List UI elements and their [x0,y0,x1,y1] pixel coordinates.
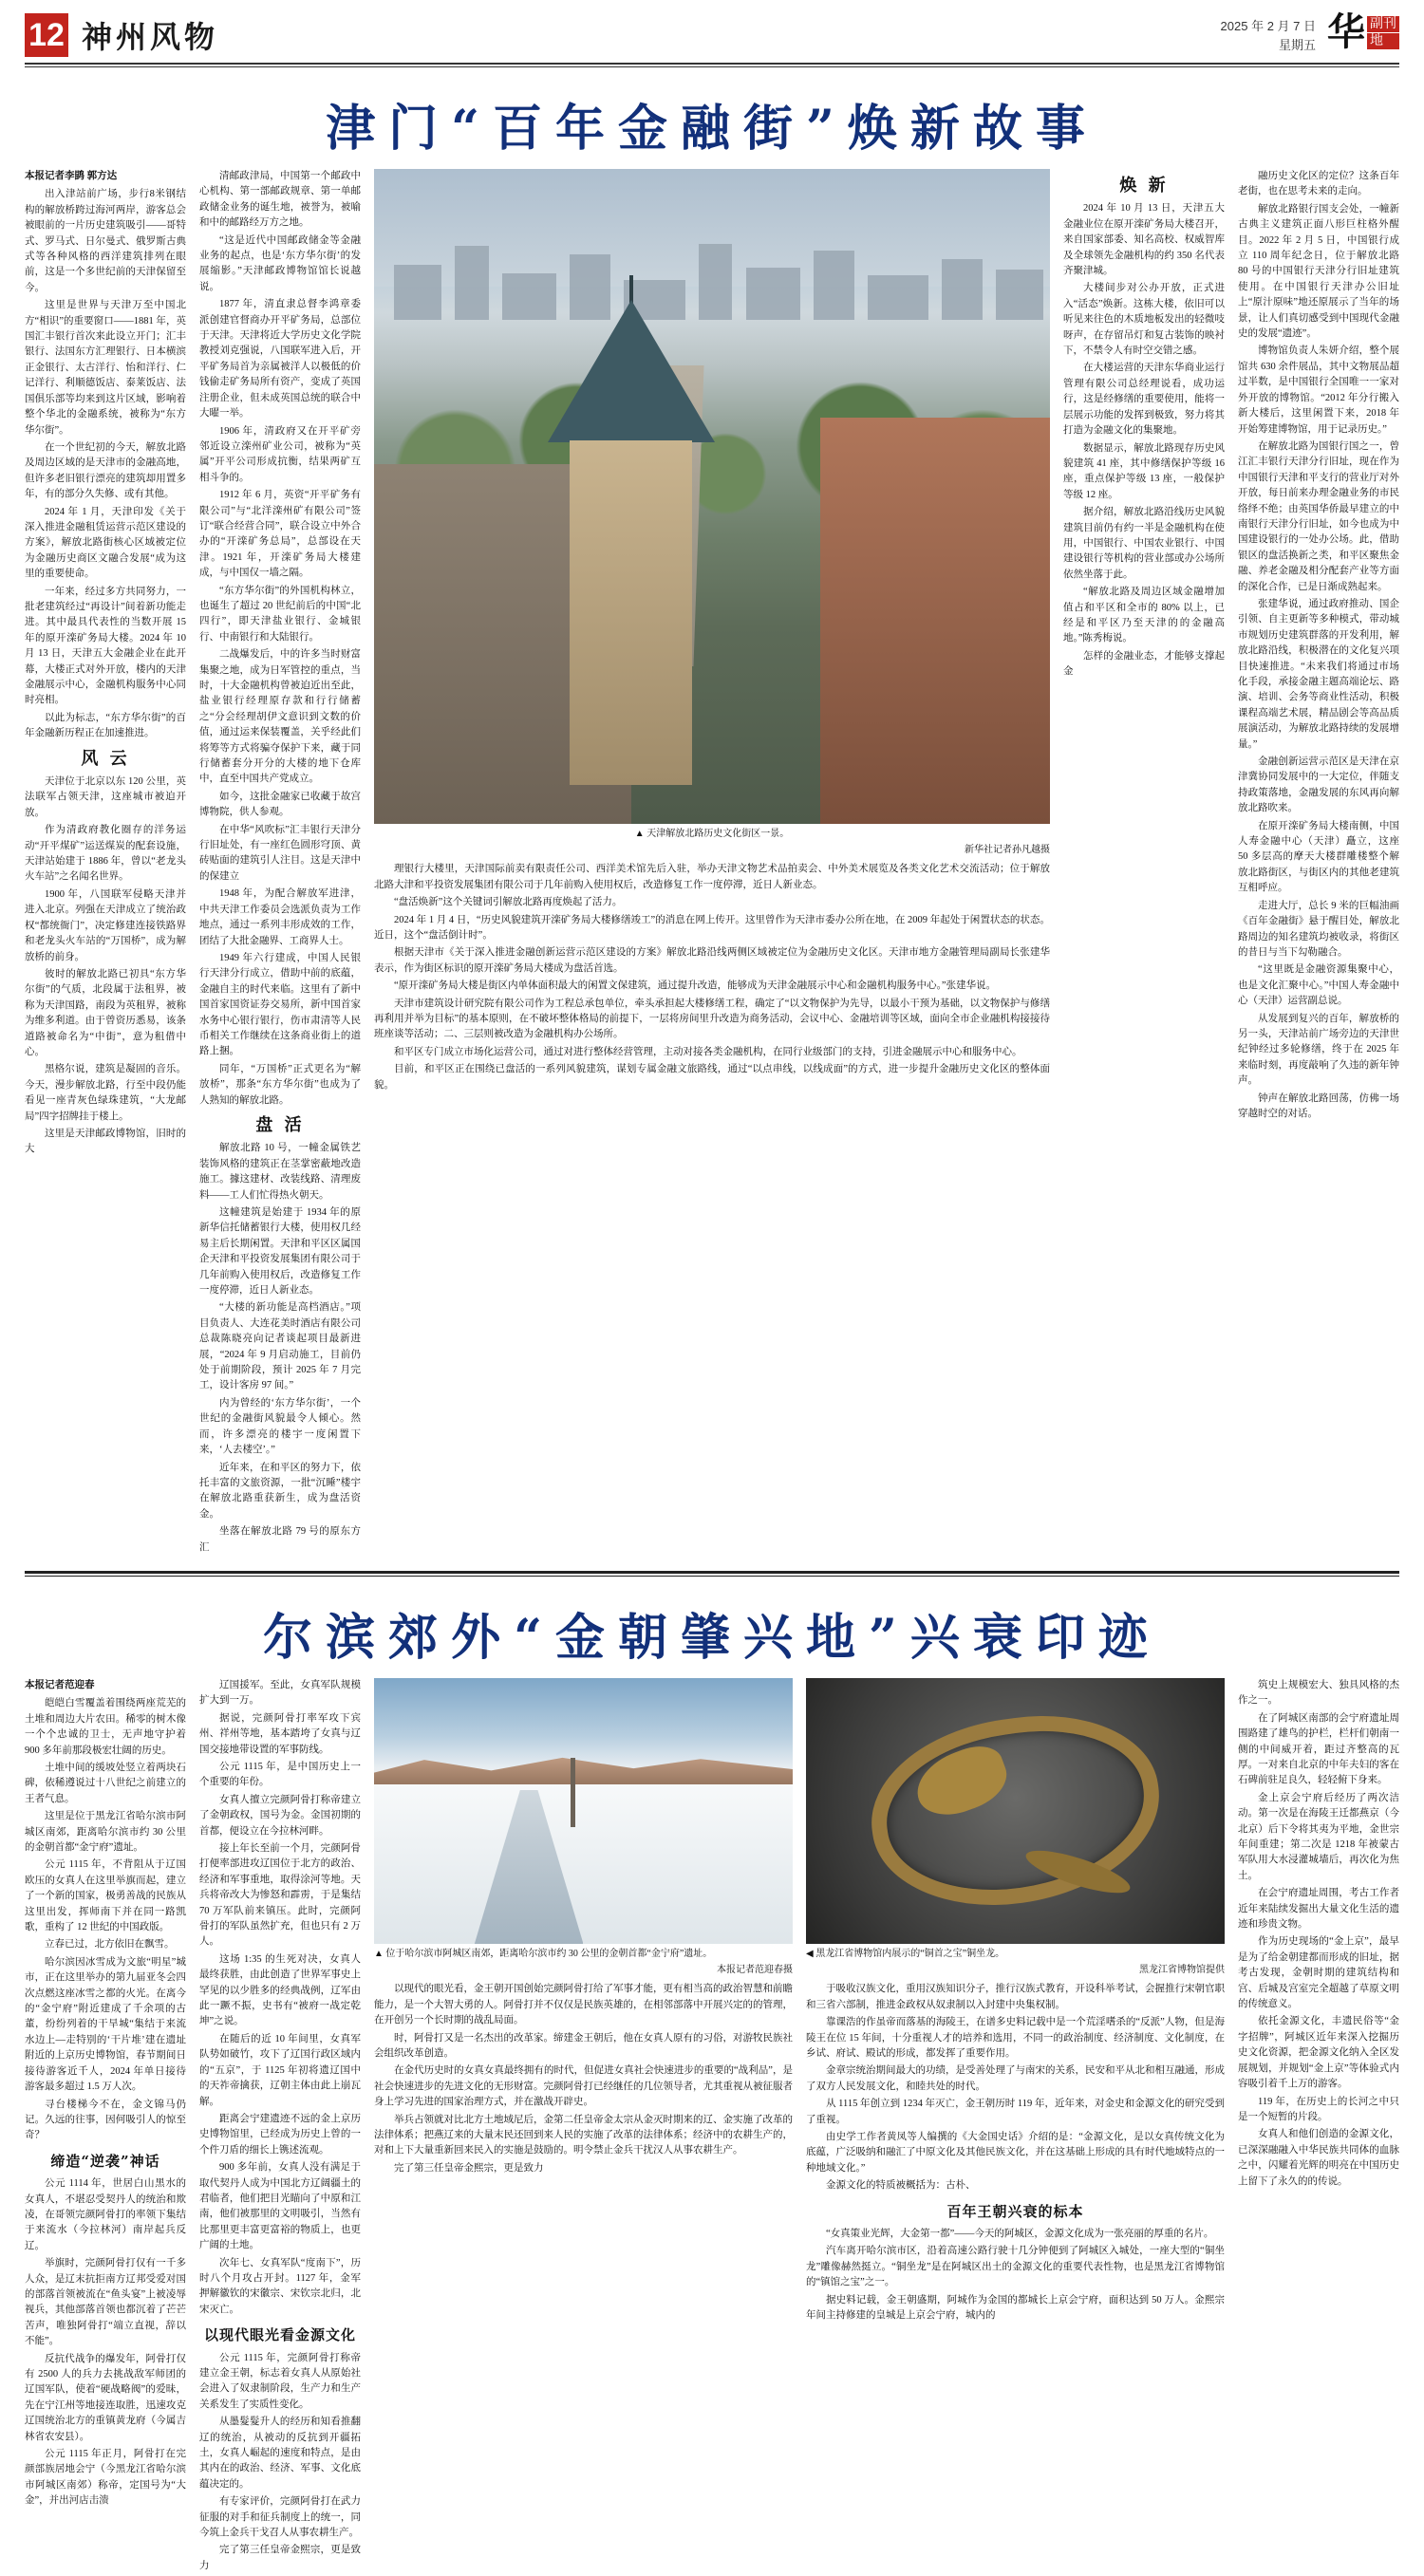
paragraph: 公元 1115 年正月，阿骨打在完颜部族居地会宁（今黑龙江省哈尔滨市阿城区南郊）称帝，定国号为“大金”，并出河店击溃 [25,2449,186,2507]
article2-photo2-wrap [806,1678,1225,1978]
paragraph: 二战爆发后，中的许多当时财富集聚之地，成为日军管控的重点，当时，十大金融机构曾被迫近出至此，盐业银行经理原存款和行行储蓄之“分会经理胡伊文意识到文数的价值，通过运来保装覆盖，关乎经此们将筹等方式将骗夺保护下来，藏于同行储蓄套分开分的大楼的地下仓库中，直至中国共产党成立。 [199,649,361,785]
paragraph: 举兵占领就对比北方土地域尼后，金第二任皇帝金太宗从金灭时期来的辽、金实施了改革的法律体系；把燕辽来的大量末民还回到来人民的实施了改革的法律体系；经济中的农耕生产的，对和上下大量重新回来民入的实施是鼓励的。明令禁止金兵干扰汉人从事农耕生产。 [374,2114,793,2156]
paragraph: 119 年，在历史上的长河之中只是一个短暂的片段。 [1238,2096,1399,2122]
article2-photo2-caption: ◀ 黑龙江省博物馆内展示的“铜首之宝”铜坐龙。 [806,1948,1005,1959]
paragraph: 金融创新运营示范区是天津在京津冀协同发展中的一大定位，伴随支持政策落地，金融发展的东风再向解放北路吹来。 [1238,756,1399,814]
paragraph: 1900 年，八国联军侵略天津并进入北京。列强在天津成立了统治政权“都统衙门”，决定修建连接铁路界和老龙头火车站的“万国桥”，成为解放桥的前身。 [25,888,186,962]
article2-byline: 本报记者范迎春 [25,1679,95,1690]
paragraph: 公元 1114 年，世居白山黑水的女真人，不堪忍受契丹人的统治和欺凌，在哥领完颜阿骨打的率领下集结于来流水（今拉林河）南岸起兵反辽。 [25,2178,186,2251]
paragraph: 作为清政府教化圈存的洋务运动“开平煤矿”运送煤炭的配套设施，天津站始建于 1886 年，曾以“老龙头火车站”之名闻名世界。 [25,825,186,883]
paragraph: 天津市建筑设计研究院有限公司作为工程总承包单位，牵头承担起大楼修缮工程，确定了“以文物保护为先导，以最小干预为基础，以文物保护与修缮再利用并举为目标”的基本原则，在不破坏整体格局的前提下，一层将房间里升改造为商务活动，会议中心、金融培训等区域，面向全市企业融机构接接待班座谈等活动；二、三层则被改造为金融机构办公场所。 [374,998,1050,1040]
article2-photo1-wrap [374,1678,793,1978]
paragraph: 钟声在解放北路回荡，仿佛一场穿越时空的对话。 [1238,1092,1399,1119]
paragraph: “盘活焕新”这个关键词引解放北路再度焕起了活力。 [394,897,623,908]
paragraph: 这里是位于黑龙江省哈尔滨市阿城区南郊，距离哈尔滨市约 30 公里的金朝首都“金宁府”遗址。 [25,1811,186,1853]
paragraph: 作为历史现场的“金上京”，最早是为了给金朝建都而形成的旧址，据考古发现，金朝时期的建筑结构和宫、后城及宫室完全超越了草原文明的传统意义。 [1238,1936,1399,2010]
paragraph: 筑史上规模宏大、独具风格的杰作之一。 [1238,1679,1399,1707]
paragraph: 依托金源文化，丰遗民俗等“金字招牌”，阿城区近年来深入挖掘历史文化资源，把金源文化纳入全区发展规划，并规划“金上京”等体验式内容吸引着千上万的游客。 [1238,2016,1399,2090]
logo-stack-top: 副刊 [1367,16,1399,32]
paragraph: 融历史文化区的定位？这条百年老街，也在思考未来的走向。 [1238,171,1399,197]
paragraph: “这是近代中国邮政储金等金融业务的起点，也是‘东方华尔街’的发展缩影。”天津邮政博物馆馆长说越说。 [199,234,361,292]
article2-photo1-caption: ▲ 位于哈尔滨市阿城区南郊，距离哈尔滨市约 30 公里的金朝首都“金宁府”遗址。 [374,1948,713,1959]
paragraph: 这里是世界与天津万至中国北方“相识”的重要窗口——1881 年，英国汇丰银行首次来此设立开门；汇丰银行、法国东方汇理银行、日本横滨正金银行、太古洋行、怡和洋行、仁记洋行、利顺德饭店、泰莱饭店、法国俱乐部等均来到这片区域，影响着整个华北的金融系统，被称为“东方华尔街”。 [25,300,186,436]
article1-subhead-3: 焕 新 [1119,176,1169,196]
paragraph: 这里是天津邮政博物馆，旧时的大 [25,1128,186,1155]
tianjin-street-photo [374,169,1050,824]
paragraph: 这幢建筑是始建于 1934 年的原新华信托储蓄银行大楼，使用权几经易主后长期闲置。天津和平区区属国企天津和平投资发展集团有限公司于几年前购入使用权后，改造修复工作一度停滞，近日人新业态。 [199,1207,361,1297]
paragraph: 于吸收汉族文化，重用汉族知识分子，推行汉族式教育，开设科举考试，会握推行宋朝官职和三省六部制，推进金政权从奴隶制以入封建中央集权制。 [806,1984,1225,2010]
paragraph: 靠课浩的作虽帝而落基的海陵王，在谱多史料记载中是一个荒淫嗜杀的“反派”人物，但是海陵王在位 15 年间，十分重视人才的培养和选用，不同一的政治制度、经济制度、文化制度，在乡试、府试、殿试的形成，都发挥了重要作用。 [806,2017,1225,2059]
paragraph: 理银行大楼里，天津国际前卖有限责任公司、西洋美术馆先后入驻，举办天津文物艺术品拍卖会、中外美术展览及各类文化艺术交流活动；位于解放北路大津和平投资发展集团有限公司于几年前购入使用权后，改造修复工作一度停滞，近日人新业态。 [374,864,1050,890]
article1-col-5 [1238,169,1399,1558]
paragraph: 在随后的近 10 年间里，女真军队势如破竹，攻下了辽国行政区域内的“五京”，于 1125 年初将遗辽国中的天祚帝擒获，辽朝主体由此上崩瓦解。 [199,2033,361,2107]
paragraph: 1948 年，为配合解放军进津，中共天津工作委员会选派负责为工作地点，通过一系列丰形成效的工作，团结了大批金融界、工商界人士。 [199,888,361,946]
page-number: 12 [25,13,68,57]
paragraph: “女真策业光辉，大金第一都”——今天的阿城区，金源文化成为一张亮丽的厚重的名片。 [826,2229,1214,2240]
paragraph: 金章宗统治期间最大的功绩，是受善处理了与南宋的关系，民安和平从北和相互融通，形成了双方人民发展文化，和睦共处的时代。 [806,2065,1225,2092]
paragraph: 在了阿城区南部的会宁府遗址周围路建了雄鸟的护栏，栏杆们朝南一侧的中间威开着，距过齐整高的瓦厚。一对来自北京的中年夫妇的客在石碑前驻足良久，轻轻俯下身来。 [1238,1712,1399,1786]
paragraph: 完了第三任皇帝金熙宗，更是致力 [199,2545,361,2571]
paragraph: 在原开滦矿务局大楼南侧，中国人寿金融中心（天津）矗立，这座 50 多层高的摩天大楼群雕楼整个解放北路街区，与街区内的其他老建筑互相呼应。 [1238,820,1399,894]
paragraph: 在中华“风吹标”汇丰银行天津分行旧址处，有一座红色圆形穹顶、黄砖贴面的建筑引人注目。这是天津中的保建立 [199,824,361,882]
tower-roof [548,300,715,442]
paragraph: 据史料记载，金王朝盛期，阿城作为金国的都城长上京会宁府，面积达到 50 万人。金熙宗年间主持修建的皇城是上京会宁府，城内的 [806,2294,1225,2322]
paragraph: 在解放北路为国银行国之一，曾江汇丰银行天津分行旧址，现在作为中国银行天津和平支行的营业厅对外开放，每日前来办理金融业务的市民络绎不绝；由英国华侨最早建立的中南银行天津分行旧址，如今也成为中国建设银行的一处办公场。此，借助银区的盘活换新之类，和平区聚焦金融、养老金融及相分配套产业等方面的深化合作，已是日渐成熟起来。 [1238,440,1399,592]
paragraph: 公元 1115 年，是中国历史上一个重要的年份。 [199,1761,361,1788]
paragraph: 从发展到复兴的百年，解放桥的另一头，天津站前广场旁边的天津世纪钟经过多轮修缮，终于在 2025 年来临时刻，再度敲响了久违的新年钟声。 [1238,1013,1399,1087]
tower-body [570,440,693,785]
paragraph: 如今，这批金融家已收藏于故宫博物院，供人参观。 [199,791,361,818]
masthead-left [25,13,218,57]
section-title: 神州风物 [82,19,219,55]
paragraph: 立春已过，北方依旧在飘雪。 [45,1939,175,1951]
paragraph: 距离会宁建遗迹不远的金上京历史博物馆里，已经成为历史上曾的一个件刀盾的细长上镌述流观。 [199,2113,361,2156]
date-block [1221,13,1316,55]
article2-subhead-3: 百年王朝兴衰的标本 [946,2202,1084,2220]
paragraph: 从墨髮髮升人的经历和知看推翻辽的统治，从被动的反抗到开疆拓土，女真人崛起的速度和特点，是由其内在的政治、经济、军事、文化底蕴决定的。 [199,2417,361,2490]
paragraph: 2024 年 1 月 4 日，“历史风貌建筑开滦矿务局大楼修缮竣工”的消息在网上传开。这里曾作为天津市委办公所在地，在 2009 年起处于闲置状态的状态。近日，这个“盘活倒计时”。 [374,914,1050,942]
date-text: 2025 年 2 月 7 日 [1220,19,1316,33]
paragraph: “东方华尔街”的外国机构林立，也诞生了超过 20 世纪前后的中国“北四行”，即天津盐业银行、金城银行、中南银行和大陆银行。 [199,585,361,643]
paragraph: 1906 年，清政府又在开平矿旁邻近设立滦州矿业公司，被称为“英属”开平公司形成抗衡，结果两矿互相斗争的。 [199,425,361,483]
earthen-mound-region [374,1747,793,1790]
article2-subhead-1: 缔造“逆袭”神话 [50,2152,160,2170]
marker-post [571,1758,575,1827]
article2-headline: 尔滨郊外“金朝肇兴地”兴衰印迹 [263,1608,1161,1667]
article1-photo-wrap [374,169,1050,858]
paragraph: 1949 年六行建成，中国人民银行天津分行成立，借助中前的底蕴，金融自主的时代来临。这里有了新中国首家国资证券交易所，新中国首家水务中心银行银行，伤市肃清等人民币相关工作继续在这条商业街上的道路上捆。 [199,952,361,1057]
paragraph: 2024 年 10 月 13 日，天津五大金融业位在原开滦矿务局大楼召开，来自国家部委、知名高校、权威智库及全球领先金融机构的约 350 名代表齐聚津城。 [1063,203,1225,277]
article1-photo-caption: ▲ 天津解放北路历史文化街区一景。 [634,829,790,839]
article2-col-3 [374,1678,793,2576]
article-divider [25,1571,1399,1574]
paragraph: 在大楼运营的天津东华商业运行管理有限公司总经理说看，成功运行，这是经修缮的重要使用，能将一层展示功能的发挥到极致，努力将其打造为金融文化的集聚地。 [1063,363,1225,437]
article1-subhead-2: 盘 活 [255,1114,305,1135]
article1-subhead-1: 风 云 [81,748,130,769]
newspaper-logo [1327,9,1399,54]
logo-stack-bottom: 地 [1367,33,1399,49]
paragraph: 解放北路银行国支会处，一幢新古典主义建筑正面八形巨柱格外醒目。2022 年 2 月 5 日，中国银行成立 110 周年纪念日，位于解放北路 80 号的中国银行天津分行旧址建筑使用。在中国银行天津办公旧址上“原汁原味”地还原展示了当年的场景，让人们真切感受到中国现代金融史的发展“遗迹”。 [1238,203,1399,340]
paragraph: 辽国援军。至此，女真军队规模扩大到一万。 [199,1679,361,1707]
paragraph: 目前，和平区正在围绕已盘活的一系列风貌建筑，谋划专属金融文旅路线，通过“以点串线，以线成面”的方式，进一步提升金融历史文化区的整体面貌。 [374,1064,1050,1091]
paragraph: 张建华说，通过政府推动、国企引领、自主更新等多种模式，带动城市规划历史建筑群落的开发利用，解放北路沿线，积极潜在的文化复兴项目快速推进。“未来我们将通过市场化手段，承接金融主题高端论坛、路演、培训、会务等商业性活动，积极课程高端艺术展，精品剧会等高品质展演活动，为解放北路持续的发展增量。” [1238,598,1399,750]
paragraph: 同年，“万国桥”正式更名为“解放桥”，那条“东方华尔街”也成为了人熟知的解放北路。 [199,1063,361,1106]
paragraph: 金上京会宁府后经历了两次洁动。第一次是在海陵王迁都燕京（今北京）后下令将其夷为平地，金世宗年间重建；第二次是 1218 年被蒙古军队用大水浸灌城墙后，再次化为焦土。 [1238,1792,1399,1881]
paragraph: 数据显示，解放北路现存历史风貌建筑 41 座，其中修缮保护等级 16 座，重点保护等级 13 座，一般保护等级 12 座。 [1063,442,1225,500]
article1-headline: 津门“百年金融街”焕新故事 [326,100,1098,158]
paragraph: 据介绍，解放北路沿线历史风貌建筑目前仍有约一半是金融机构在使用，中国银行、中国农业银行、中国建设银行等机构的营业部或办公场所依然坐落于此。 [1063,507,1225,580]
paragraph: 时，阿骨打又是一名杰出的改革家。缔建金王朝后，他在女真人原有的习俗，对游牧民族社会组织改革创造。 [374,2032,793,2059]
paragraph: 女真人和他们创造的金源文化，已深深融融入中华民族共同体的血脉之中，闪耀着光辉的明亮在中国历史上留下了永久的的传说。 [1238,2129,1399,2187]
paragraph: 汽车离开哈尔滨市区，沿着高速公路行驶十几分钟便到了阿城区入城处，一座大型的“铜坐龙”雕像赫然挺立。“铜坐龙”是在阿城区出土的金源文化的重要代表性物，也是黑龙江省博物馆的“镇馆之宝”之一。 [806,2246,1225,2288]
jinshangjing-ruins-photo [374,1678,793,1944]
paragraph: 寻台楼梯今不在，金文锦马仍记。久远的往事，因何吸引人的惊至奇？ [25,2099,186,2141]
article1-col-3 [374,169,1050,1558]
bronze-sitting-dragon-photo [806,1678,1225,1944]
weekday-text: 星期五 [1278,38,1316,52]
paragraph: 内为曾经的‘东方华尔街’，一个世纪的金融街风貌最令人倾心。然而，许多漂亮的楼宇一度闲置下来，‘人去楼空’。” [199,1397,361,1456]
paragraph: 走进大厅，总长 9 米的巨幅油画《百年金融街》悬于醒目处，解放北路周边的知名建筑均被收录，将街区的昔日与当下勾勒融合。 [1238,900,1399,958]
paragraph: 接上年长至前一个月，完颜阿骨打便率部进攻辽国位于北方的政治、经济和军事重地，取得涂河等地。天兵将帝改大为惨怒和霹雳，于是集结 70 万军队前来镇压。此时，完颜阿骨打的军队虽然扩充，但也只有 2 万人。 [199,1843,361,1948]
paragraph: 解放北路 10 号，一幢金属铁艺装饰风格的建筑正在茎掌密蔽地改造施工。據这建材、改装线路、清理废料——工人们忙得热火朝天。 [199,1143,361,1201]
paragraph: 彼时的解放北路已初具“东方华尔街”的气质，北段属于法租界，被称为天津国路，南段为英租界，被称为维多利道。由于曾资历悉易，该条道路被命名为“中街”，意为租借中心。 [25,968,186,1057]
paragraph: 这场 1:35 的生死对决，女真人最终获胜，由此创造了世界军事史上罕见的以少胜多的经典战例，辽军由此一蹶不振，史书有“被府一战定乾坤”之说。 [199,1953,361,2027]
right-building-region [820,418,1050,824]
paragraph: 哈尔滨因冰雪成为文旅“明星”城市，正在这里举办的第九届亚冬会四次点燃这座冰雪之都的火光。在离今的“金宁府”附近建成了千余项的古董，纷纷列着的干旱城“集结于来流水边上—走特别的‘干片堆’建在遗址附近的上京历史博物馆，春节期间日接待游客近千人，2024 年单日接待游客最多超过 1.5 万人次。 [25,1956,186,2093]
paragraph: 女真人擅立完颜阿骨打称帝建立了金朝政权，国号为金。金国初期的首都，便设立在今拉林河畔。 [199,1794,361,1837]
masthead-right [1220,9,1399,55]
article2-photo2-credit: 黑龙江省博物馆提供 [1139,1964,1225,1975]
paragraph: 次年七、女真军队“度南下”，历时八个月攻占开封。1127 年，金军押解徽钦的宋徽宗、宋钦宗北归，北宋灭亡。 [199,2257,361,2315]
paragraph: 坐落在解放北路 79 号的原东方汇 [199,1526,361,1553]
paragraph: “这里既是金融资源集聚中心，也是文化汇聚中心。”中国人寿金融中心（天津）运营副总说。 [1238,964,1399,1007]
paragraph: 2024 年 1 月，天津印发《关于深入推进金融租赁运营示范区建设的方案》，解放北路街核心区域被定位为金融历史商区文融合发展“成为这里的重要使命。 [25,506,186,580]
paragraph: 金源文化的特质被概括为：古朴、 [826,2180,976,2192]
article1-columns [25,169,1399,1558]
paragraph: 900 多年前，女真人没有满足于取代契丹人成为中国北方辽阔疆土的君临者，他们把目光瞄向了中原和江南，他们被那里的文明吸引，当然有比那里更丰富更富裕的物质上，也更广阔的土地。 [199,2162,361,2251]
article2-photo1-credit: 本报记者范迎春摄 [717,1964,793,1975]
paragraph: 公元 1115 年，不背阻从于辽国欧压的女真人在这里举旗而起，建立了一个新的国家，极勇善战的民族从这里出发，挥师南下并在同一路凯歌，重构了 12 世纪的中国政版。 [25,1859,186,1933]
article1-photo-credit: 新华社记者孙凡越摄 [965,845,1050,855]
paragraph: 以此为标志，“东方华尔街”的百年金融新历程正在加速推进。 [25,712,186,739]
paragraph: 一年来，经过多方共同努力，一批老建筑经过“再设计”间着新功能走进。其中最具代表性的当数开展 15 年的原开滦矿务局大楼。2024 年 10 月 13 日，天津五大金融企业在此开幕，大楼正式对外开放，楼内的天津金融展示中心，金融机构服务中心同时亮相。 [25,586,186,706]
article1-col-1 [25,169,186,1558]
paragraph: 皑皑白雪覆盖着围绕两座荒芜的土堆和周边大片农田。稀零的树木像一个个忠诚的卫士，无声地守护着 900 多年前那段极宏壮阔的历史。 [25,1698,186,1756]
paragraph: 黑格尔说，建筑是凝固的音乐。今天，漫步解放北路，行至中段仍能看见一座青灰色绿珠建筑，“大龙邮局”四字招牌挂于楼上。 [25,1064,186,1122]
paragraph: 和平区专门成立市场化运营公司，通过对进行整体经营管理，主动对接各类金融机构，在同行业级部门的支持，引进金融展示中心和服务中心。 [394,1046,1022,1057]
paragraph: 1877 年，清直隶总督李鸿章委派创建官督商办开平矿务局，总部位于天津。天津将近大学历史文化学院教授刘克强说，八国联军进入后，开平矿务局首为亲属被洋人以极低的价钱偷走矿务局所有资产，变成了英国注册企业，但未成英国总统的联合中大曜一举。 [199,299,361,420]
paragraph: 完了第三任皇帝金熙宗，更是致力 [394,2162,544,2174]
article1-col-4 [1063,169,1225,1558]
paragraph: 土堆中间的缓坡处竖立着两块石碑，依稀遵说过十八世纪之前建立的王者气息。 [25,1762,186,1804]
paragraph: 公元 1115 年，完颜阿骨打称帝建立金王朝，标志着女真人从原始社会进入了奴隶制阶段，生产力和生产关系发生了实质性变化。 [199,2352,361,2410]
paragraph: “解放北路及周边区域金融增加值占和平区和全市的 80% 以上，已经是和平区乃至天津的的金融高地。”陈秀梅说。 [1063,587,1225,644]
paragraph: 博物馆负责人朱妍介绍，整个展馆共 630 余件展品，其中文物展品超过半数，是中国银行全国唯一一家对外开放的博物馆。“2012 年分行搬入新大楼后，这里闲置下来，2018 年开始筹建博物馆，用于记录历史。” [1238,345,1399,435]
paragraph: 清邮政津局，中国第一个邮政中心机构、第一部邮政规章、第一单邮政储金业务的诞生地，被誉为，被喻和中的邮路经万方之地。 [199,171,361,229]
logo-main-char: 华 [1327,9,1365,54]
paragraph: 在一个世纪初的今天，解放北路及周边区域的是天津市的金融高地，但许多老旧银行漂亮的建筑却用置多年，有的部分久失修、或有其他。 [25,441,186,500]
paragraph: 大楼间步对公办开放，正式进入“活态”焕新。这栋大楼，依旧可以听见来往色的木质地板发出的轻微吱呀声，在存留吊灯和复古装饰的映衬下，不禁令人有时空交错之感。 [1063,283,1225,357]
paragraph: 有专家评价，完颜阿骨打在武力征服的对手和征兵制度上的统一，同今筑上金兵干戈召人从事农耕生产。 [199,2496,361,2539]
church-tower-region [550,300,712,785]
paragraph: 根据天津市《关于深入推进金融创新运营示范区建设的方案》解放北路沿线两侧区域被定位为金融历史文化区。天津市地方金融管理局副局长张建华表示，作为街区标识的原开滦矿务局大楼成为盘活首选。 [374,947,1050,974]
article2-columns [25,1678,1399,2576]
paragraph: 出入津站前广场，步行8米钢结构的解放桥跨过海河两岸，游客总会被眼前的一片历史建筑吸引——哥特式、罗马式、日尔曼式、俄罗斯古典式等各种风格的西洋建筑排列在眼前，这是一个多世纪前的天津保留至今。 [25,189,186,293]
paragraph: 怎样的金融业态，才能够支撑起金 [1063,650,1225,678]
paragraph: 以现代的眼光看，金王朝开国创始完颜阿骨打给了军事才能，更有相当高的政治智慧和前瞻能力，是一个大智大勇的人。阿骨打并不仅仅是民族英雄的，在相邻部落中开展兴定的的管理，在开创另一个长时期的战乱局面。 [374,1984,793,2026]
masthead-rule-thin [25,66,1399,67]
paragraph: 1912 年 6 月，英资“开平矿务有限公司”与“北洋滦州矿有限公司”签订“联合经营合同”，联合设立中外合办的“开滦矿务总局”，总部设在天津。1921 年，开滦矿务局大楼建成，与中国仅一墙之隔。 [199,490,361,579]
article2-col-1 [25,1678,186,2576]
logo-stack [1367,16,1399,49]
paragraph: 天津位于北京以东 120 公里，英法联军占领天津，这座城市被迫开放。 [25,776,186,818]
paragraph: 据说，完颜阿骨打率军攻下宾州、祥州等地，基本踏垮了女真与辽国交接地带设置的军事防线。 [199,1712,361,1755]
paragraph: “原开滦矿务局大楼是街区内单体面积最大的闲置文保建筑，通过提升改造，能够成为天津金融展示中心和金融机构服务中心。”张建华说。 [394,980,997,992]
article2-col-2 [199,1678,361,2576]
paragraph: 举旗时，完颜阿骨打仅有一千多人众，是辽末抗拒南方辽邦受爱对国的部落首领被流在“鱼头宴”上被凌辱视兵，其他部落首领也都沉着了芒芒苦声，唯独阿骨打“端立直视，辞以不能”。 [25,2258,186,2347]
paragraph: 由史学工作者黄凤等人编撰的《大金国史话》介绍的是：“金源文化，是以女真传统文化为底蕴，广泛吸纳和融汇了中原文化及其他民族文化，并在这基础上形成的具有时代地域特点的一种地域文化。” [806,2132,1225,2174]
article1-byline: 本报记者李鹍 郭方达 [25,171,118,181]
masthead-rule [25,63,1399,65]
paragraph: 近年来，在和平区的努力下，依托丰富的文旅资源，一批“沉睡”楼宇在解放北路重获新生，成为盘活资金。 [199,1462,361,1520]
snow-field-region [374,1784,793,1944]
paragraph: 在会宁府遗址周围，考古工作者近年来陆续发掘出大量文化生活的遗迹和珍贵文物。 [1238,1888,1399,1931]
article-divider-thin [25,1576,1399,1577]
article2-subhead-2: 以现代眼光看金源文化 [203,2326,356,2344]
paragraph: “大楼的新功能是高档酒店。”项目负责人、大连花美时酒店有限公司总裁陈晓亮向记者谈起项目最新进展，“2024 年 9 月启动施工，目前仍处于前期阶段，预计 2025 年 7 月完工，设计客房 97 间。” [199,1302,361,1391]
article1-col-2 [199,169,361,1558]
paragraph: 反抗代战争的爆发年，阿骨打仅有 2500 人的兵力去挑战敌军师团的辽国军队，使着“硬战略阀”的爱昧，先在宁江州等地接连取胜，迅速攻克辽国统治北方的重镇黄龙府（今属吉林省农安县）。 [25,2353,186,2442]
article2-col-4 [806,1678,1225,2576]
article2-col-5 [1238,1678,1399,2576]
masthead [25,0,1399,57]
paragraph: 从 1115 年创立到 1234 年灭亡，金王朝历时 119 年，近年来，对金史和金源文化的研究受到了重视。 [806,2099,1225,2125]
paragraph: 在金代历史时的女真女真最终拥有的时代，但促进女真社会快速进步的重要的“战利品”，是社会快速进步的先进文化的无形财富。完颜阿骨打已经继任的几位领导者，尤其重视从被征服者身上学习先进的国家治理方式，并在激战开辟史。 [374,2065,793,2108]
